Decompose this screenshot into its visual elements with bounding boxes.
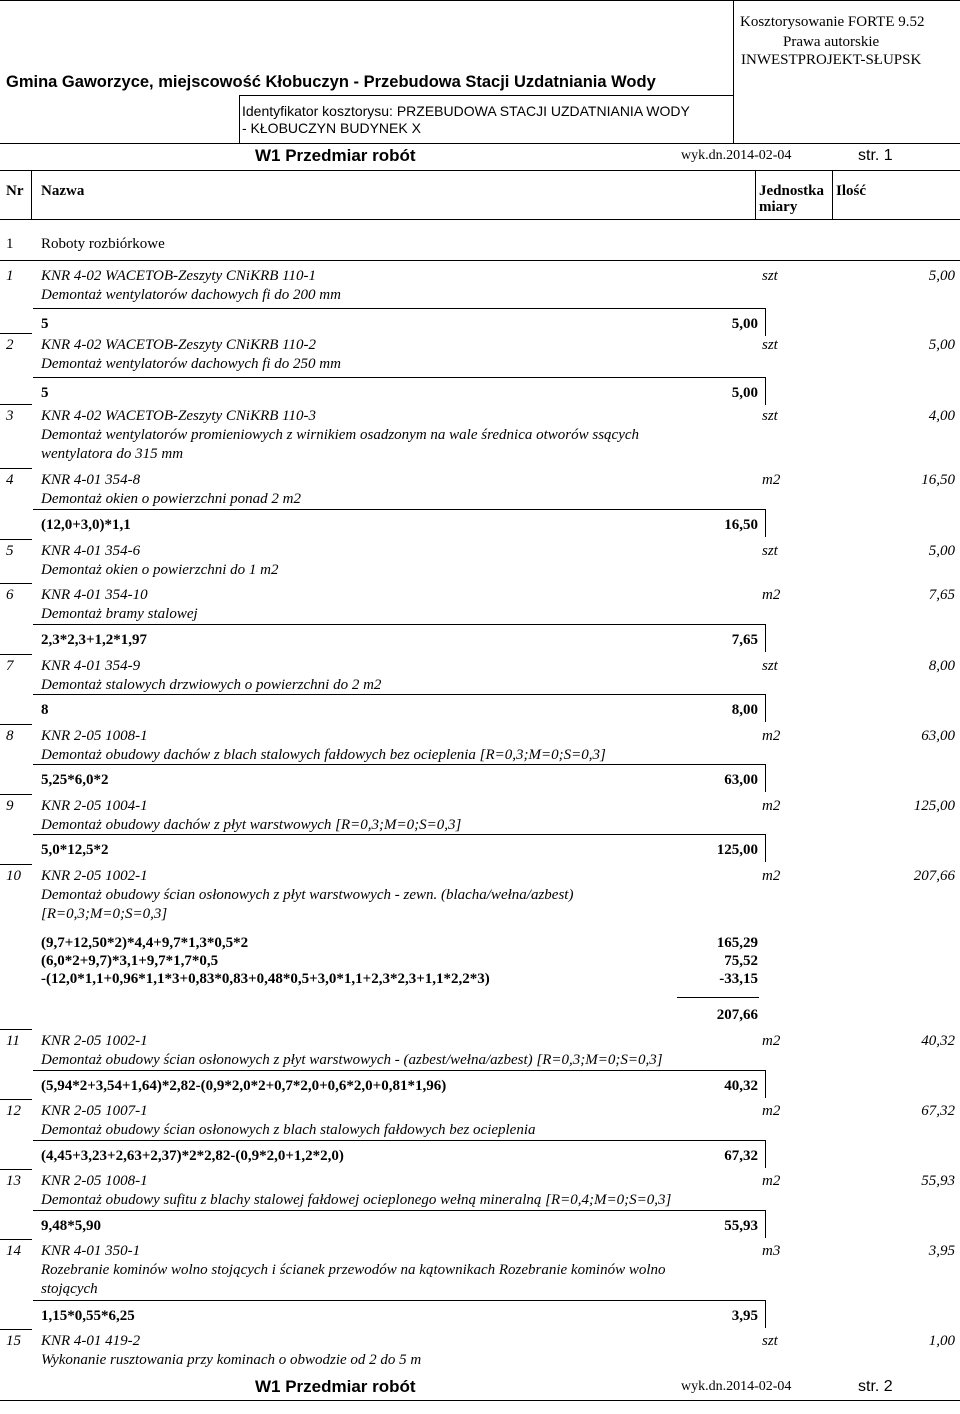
item-unit: szt: [762, 337, 778, 353]
row-separator: [0, 404, 32, 405]
item-code: KNR 4-02 WACETOB-Zeszyty CNiKRB 110-2: [41, 337, 317, 353]
item-quantity: 40,32: [921, 1033, 955, 1049]
section-number: 1: [6, 236, 14, 252]
calc-value: 40,32: [724, 1078, 758, 1094]
row-separator: [0, 654, 32, 655]
item-unit: m2: [762, 587, 781, 603]
estimate-id-line1: Identyfikator kosztorysu: PRZEBUDOWA STACJI UZDATNIANIA WODY: [242, 103, 690, 119]
calc-expression: (9,7+12,50*2)*4,4+9,7*1,3*0,5*2: [41, 935, 249, 951]
calc-expression: 5,25*6,0*2: [41, 772, 109, 788]
calc-value: 5,00: [731, 316, 758, 332]
item-code: KNR 2-05 1002-1: [41, 1033, 148, 1049]
calc-expression: -(12,0*1,1+0,96*1,1*3+0,83*0,83+0,48*0,5+3,0*1,1+2,3*2,3+1,1*2,2*3): [41, 971, 490, 987]
item-number: 5: [6, 543, 14, 559]
calc-expression: (5,94*2+3,54+1,64)*2,82-(0,9*2,0*2+0,7*2,0+0,6*2,0+0,81*1,96): [41, 1078, 447, 1094]
item-description: [R=0,3;M=0;S=0,3]: [41, 906, 168, 922]
row-separator: [0, 468, 32, 469]
item-quantity: 207,66: [913, 868, 955, 884]
row-separator: [0, 1099, 32, 1100]
item-code: KNR 4-01 419-2: [41, 1333, 141, 1349]
calc-value: 67,32: [724, 1148, 758, 1164]
calc-value: 125,00: [716, 842, 758, 858]
item-description: Rozebranie kominów wolno stojących i ścianek przewodów na kątownikach Rozebranie kominów wolno: [41, 1262, 666, 1278]
copyright: Prawa autorskie: [783, 34, 880, 50]
program-name: Kosztorysowanie FORTE 9.52: [740, 14, 925, 30]
item-number: 15: [6, 1333, 21, 1349]
item-number: 6: [6, 587, 14, 603]
section-title: Roboty rozbiórkowe: [41, 236, 165, 252]
row-separator: [0, 724, 32, 725]
item-unit: m2: [762, 798, 781, 814]
item-code: KNR 2-05 1007-1: [41, 1103, 148, 1119]
item-number: 13: [6, 1173, 21, 1189]
calc-expression: (4,45+3,23+2,63+2,37)*2*2,82-(0,9*2,0+1,2*2,0): [41, 1148, 344, 1164]
calc-value: 75,52: [724, 953, 758, 969]
item-quantity: 5,00: [928, 268, 955, 284]
estimate-id-line2: - KŁOBUCZYN BUDYNEK X: [242, 120, 421, 136]
item-quantity: 8,00: [928, 658, 955, 674]
calc-value: 55,93: [724, 1218, 758, 1234]
calc-expression: 5: [41, 316, 49, 332]
item-description: Demontaż wentylatorów dachowych fi do 250 mm: [41, 356, 341, 372]
calc-expression: 9,48*5,90: [41, 1218, 101, 1234]
item-number: 11: [6, 1033, 20, 1049]
item-unit: m2: [762, 1173, 781, 1189]
page-number: str. 1: [858, 147, 893, 164]
row-separator: [0, 1329, 32, 1330]
item-number: 12: [6, 1103, 21, 1119]
item-number: 10: [6, 868, 21, 884]
calc-value: 165,29: [716, 935, 758, 951]
item-unit: szt: [762, 658, 778, 674]
row-separator: [0, 333, 32, 334]
item-unit: szt: [762, 408, 778, 424]
row-separator: [0, 794, 32, 795]
calc-value: -33,15: [719, 971, 758, 987]
item-description: stojących: [41, 1281, 98, 1297]
item-code: KNR 2-05 1008-1: [41, 1173, 148, 1189]
item-description: Demontaż obudowy ścian osłonowych z płyt warstwowych - (azbest/wełna/azbest) [R=0,3;M=0;S=0,3]: [41, 1052, 663, 1068]
document-title: W1 Przedmiar robót: [255, 146, 416, 165]
calc-value: 16,50: [724, 517, 758, 533]
project-title: Gmina Gaworzyce, miejscowość Kłobuczyn - Przebudowa Stacji Uzdatniania Wody: [6, 73, 656, 91]
item-unit: m3: [762, 1243, 781, 1259]
item-quantity: 55,93: [921, 1173, 955, 1189]
row-separator: [0, 864, 32, 865]
item-quantity: 3,95: [928, 1243, 955, 1259]
calc-expression: 2,3*2,3+1,2*1,97: [41, 632, 148, 648]
item-code: KNR 4-02 WACETOB-Zeszyty CNiKRB 110-3: [41, 408, 317, 424]
item-number: 8: [6, 728, 14, 744]
item-quantity: 1,00: [928, 1333, 955, 1349]
item-quantity: 5,00: [928, 543, 955, 559]
calc-expression: (12,0+3,0)*1,1: [41, 517, 131, 533]
item-quantity: 16,50: [921, 472, 955, 488]
row-separator: [0, 1169, 32, 1170]
item-number: 1: [6, 268, 14, 284]
item-description: Demontaż bramy stalowej: [41, 606, 198, 622]
calc-value: 8,00: [731, 702, 758, 718]
item-unit: m2: [762, 472, 781, 488]
item-quantity: 4,00: [928, 408, 955, 424]
item-description: Demontaż okien o powierzchni ponad 2 m2: [41, 491, 301, 507]
calc-expression: 5: [41, 385, 49, 401]
item-number: 9: [6, 798, 14, 814]
item-code: KNR 2-05 1002-1: [41, 868, 148, 884]
item-code: KNR 4-01 354-9: [41, 658, 141, 674]
row-separator: [0, 539, 32, 540]
calc-sum: 207,66: [716, 1007, 758, 1023]
item-code: KNR 4-01 354-6: [41, 543, 141, 559]
item-code: KNR 2-05 1004-1: [41, 798, 148, 814]
item-code: KNR 4-02 WACETOB-Zeszyty CNiKRB 110-1: [41, 268, 317, 284]
item-number: 2: [6, 337, 14, 353]
item-description: Wykonanie rusztowania przy kominach o obwodzie od 2 do 5 m: [41, 1352, 422, 1368]
item-quantity: 7,65: [928, 587, 955, 603]
calc-value: 5,00: [731, 385, 758, 401]
item-unit: m2: [762, 1033, 781, 1049]
item-unit: szt: [762, 1333, 778, 1349]
item-quantity: 67,32: [921, 1103, 955, 1119]
sum-line: [677, 997, 759, 998]
calc-value: 7,65: [731, 632, 758, 648]
item-quantity: 5,00: [928, 337, 955, 353]
item-description: Demontaż obudowy sufitu z blachy stalowej fałdowej ocieplonego wełną mineralną [R=0,4;M=0;S=0,3]: [41, 1192, 672, 1208]
calc-value: 63,00: [724, 772, 758, 788]
item-number: 7: [6, 658, 14, 674]
item-description: Demontaż stalowych drzwiowych o powierzchni do 2 m2: [41, 677, 382, 693]
col-unit: Jednostka: [759, 183, 825, 199]
item-description: wentylatora do 315 mm: [41, 446, 184, 462]
item-quantity: 63,00: [921, 728, 955, 744]
item-quantity: 125,00: [913, 798, 955, 814]
calc-expression: 1,15*0,55*6,25: [41, 1308, 135, 1324]
item-description: Demontaż obudowy dachów z płyt warstwowych [R=0,3;M=0;S=0,3]: [41, 817, 462, 833]
calc-expression: (6,0*2+9,7)*3,1+9,7*1,7*0,5: [41, 953, 219, 969]
item-number: 4: [6, 472, 14, 488]
item-unit: m2: [762, 868, 781, 884]
footer-page: str. 2: [858, 1378, 893, 1395]
col-qty: Ilość: [836, 183, 866, 199]
item-unit: szt: [762, 543, 778, 559]
col-name: Nazwa: [41, 183, 85, 199]
item-unit: m2: [762, 728, 781, 744]
item-description: Demontaż obudowy dachów z blach stalowych fałdowych bez ocieplenia [R=0,3;M=0;S=0,3]: [41, 747, 606, 763]
item-description: Demontaż obudowy ścian osłonowych z płyt warstwowych - zewn. (blacha/wełna/azbest): [41, 887, 574, 903]
document-date: wyk.dn.2014-02-04: [681, 148, 792, 163]
item-number: 3: [6, 408, 14, 424]
item-description: Demontaż okien o powierzchni do 1 m2: [41, 562, 279, 578]
calc-expression: 8: [41, 702, 49, 718]
footer-title: W1 Przedmiar robót: [255, 1377, 416, 1396]
item-code: KNR 4-01 354-8: [41, 472, 141, 488]
col-unit-2: miary: [759, 199, 798, 215]
col-nr: Nr: [6, 183, 24, 199]
item-description: Demontaż wentylatorów dachowych fi do 200 mm: [41, 287, 341, 303]
item-code: KNR 4-01 350-1: [41, 1243, 141, 1259]
item-description: Demontaż obudowy ścian osłonowych z blach stalowych fałdowych bez ocieplenia: [41, 1122, 536, 1138]
item-unit: szt: [762, 268, 778, 284]
item-number: 14: [6, 1243, 21, 1259]
item-code: KNR 2-05 1008-1: [41, 728, 148, 744]
footer-date: wyk.dn.2014-02-04: [681, 1379, 792, 1394]
company-name: INWESTPROJEKT-SŁUPSK: [741, 52, 922, 68]
calc-value: 3,95: [731, 1308, 758, 1324]
item-description: Demontaż wentylatorów promieniowych z wirnikiem osadzonym na wale średnica otworów ssących: [41, 427, 640, 443]
item-code: KNR 4-01 354-10: [41, 587, 148, 603]
item-unit: m2: [762, 1103, 781, 1119]
row-separator: [0, 583, 32, 584]
row-separator: [0, 1029, 32, 1030]
calc-expression: 5,0*12,5*2: [41, 842, 109, 858]
row-separator: [0, 1239, 32, 1240]
